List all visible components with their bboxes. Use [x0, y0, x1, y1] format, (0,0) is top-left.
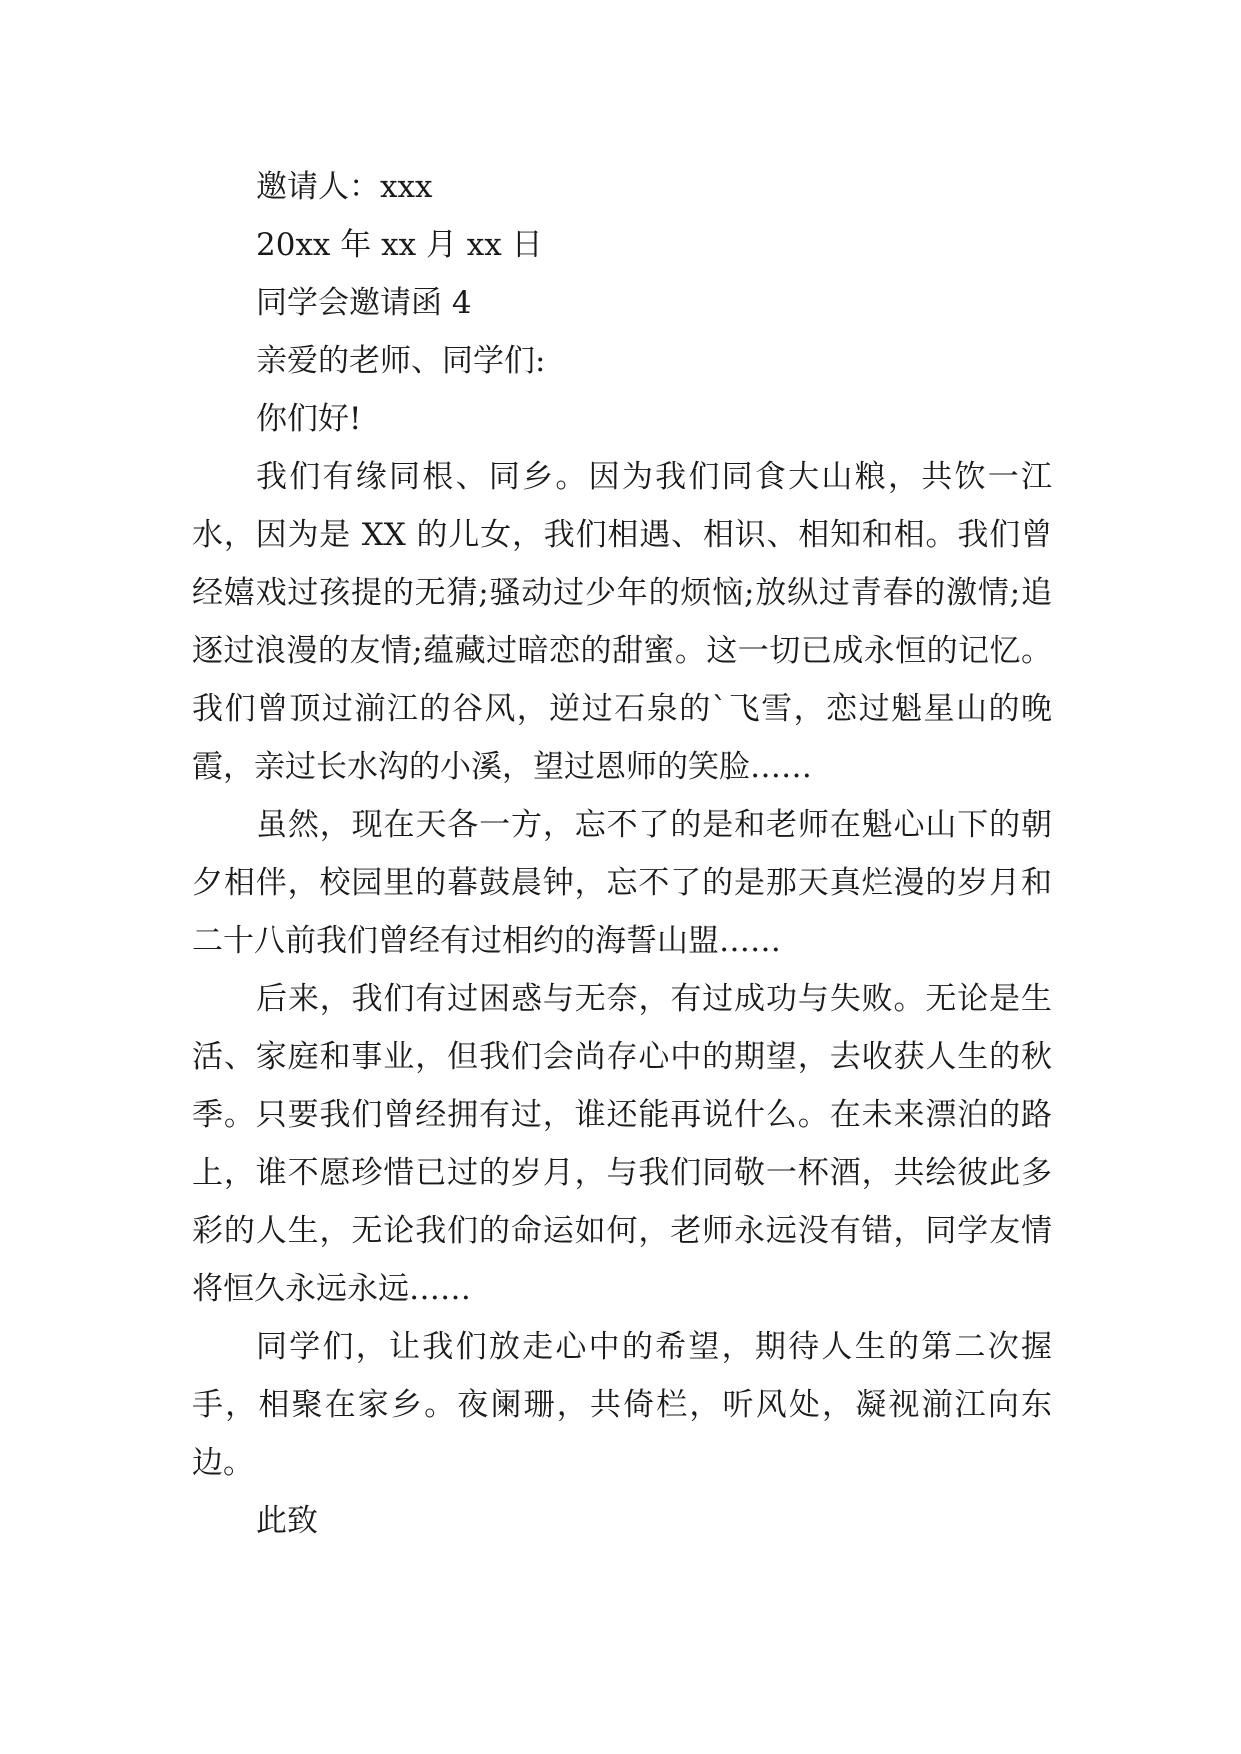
inviter-line: 邀请人：xxx [256, 169, 433, 205]
paragraph: 同学们，让我们放走心中的希望，期待人生的第二次握手，相聚在家乡。夜阑珊，共倚栏，听风处，凝视湔江向东边。 [192, 1329, 1052, 1481]
letter-title: 同学会邀请函 4 [256, 285, 472, 321]
salutation: 亲爱的老师、同学们: [256, 343, 546, 379]
date-line: 20xx 年 xx 月 xx 日 [256, 227, 543, 263]
greeting: 你们好! [256, 401, 362, 437]
paragraph: 我们有缘同根、同乡。因为我们同食大山粮，共饮一江水，因为是 XX 的儿女，我们相遇、相识、相知和相。我们曾经嬉戏过孩提的无猜;骚动过少年的烦恼;放纵过青春的激情;追逐过浪漫的友情;蕴藏过暗恋的甜蜜。这一切已成永恒的记忆。我们曾顶过湔江的谷风，逆过石泉的`飞雪，恋过魁星山的晚霞，亲过长水沟的小溪，望过恩师的笑脸…… [192, 459, 1052, 785]
letter-body [192, 158, 1052, 1550]
paragraph: 后来，我们有过困惑与无奈，有过成功与失败。无论是生活、家庭和事业，但我们会尚存心中的期望，去收获人生的秋季。只要我们曾经拥有过，谁还能再说什么。在未来漂泊的路上，谁不愿珍惜已过的岁月，与我们同敬一杯酒，共绘彼此多彩的人生，无论我们的命运如何，老师永远没有错，同学友情将恒久永远永远…… [192, 981, 1052, 1307]
paragraph: 虽然，现在天各一方，忘不了的是和老师在魁心山下的朝夕相伴，校园里的暮鼓晨钟，忘不了的是那天真烂漫的岁月和二十八前我们曾经有过相约的海誓山盟…… [192, 807, 1052, 959]
closing: 此致 [256, 1503, 318, 1539]
